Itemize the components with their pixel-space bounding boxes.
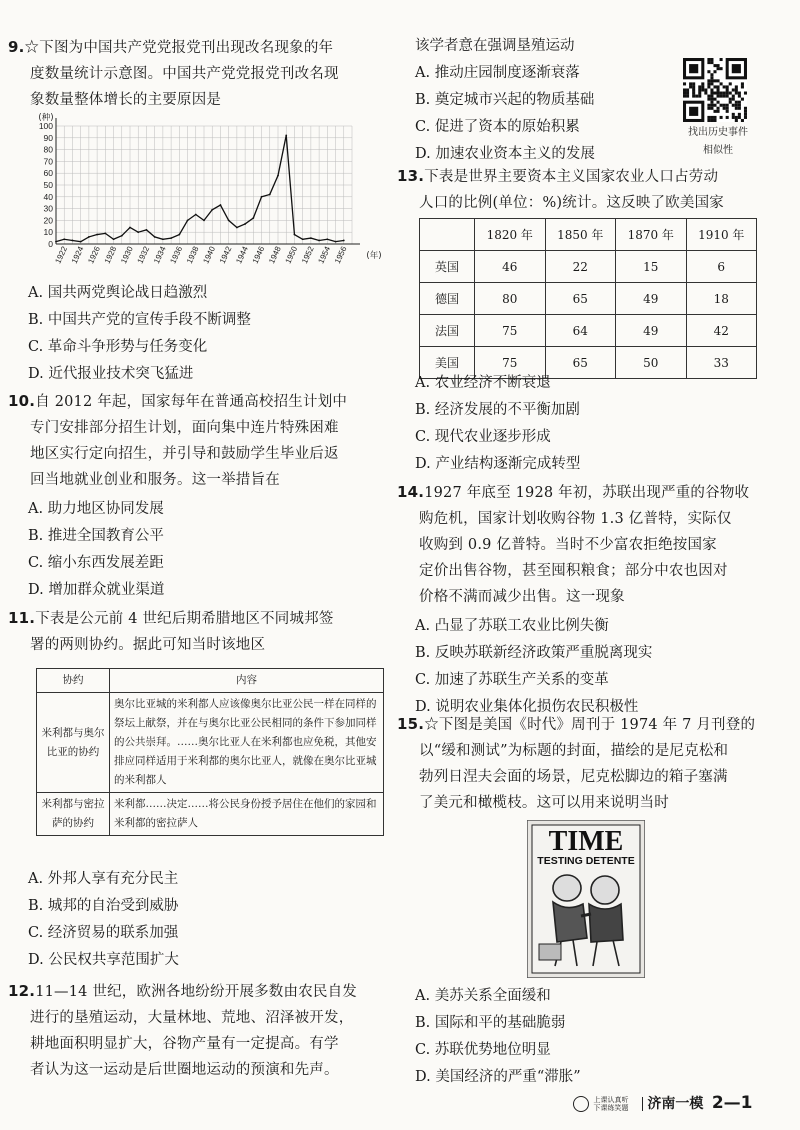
question-text-line: 专门安排部分招生计划，面向集中连片特殊困难 [30, 420, 339, 436]
treaty-content: 米利都……决定……将公民身份授予居住在他们的家园和米利都的密拉萨人 [110, 793, 384, 836]
data-point [244, 223, 246, 225]
x-tick-label: 1948 [267, 245, 283, 265]
option-d[interactable]: D. 美国经济的严重“滞胀” [415, 1069, 581, 1085]
footer-divider [642, 1097, 643, 1111]
data-point [113, 238, 115, 240]
x-tick-label: 1932 [135, 245, 152, 265]
option-d[interactable]: D. 近代报业技术突飞猛进 [28, 366, 194, 382]
footer-logo-icon [573, 1096, 589, 1112]
x-tick-label: 1942 [217, 245, 234, 265]
qr-caption-line: 找出历史事件 [688, 127, 748, 138]
data-point [80, 241, 82, 243]
question-text-line: 勃列日涅夫会面的场景，尼克松脚边的箱子塞满 [419, 769, 728, 785]
option-b[interactable]: B. 国际和平的基础脆弱 [415, 1015, 566, 1031]
treaty-content: 奥尔比亚城的米利都人应该像奥尔比亚公民一样在同样的祭坛上献祭，并在与奥尔比亚公民相同的条件下参加同样的公共崇拜。……奥尔比亚人在米利都也应免税，其他安排应同样适用于米利都的奥尔比亚人，就像在奥尔比亚城的米利都人 [110, 693, 384, 793]
value-cell: 64 [545, 315, 616, 347]
table-header-cell: 1850 年 [545, 219, 616, 251]
data-point [195, 214, 197, 216]
data-point [63, 238, 65, 240]
y-tick-label: 90 [43, 132, 53, 143]
question-text-line: 者认为这一运动是后世圈地运动的预演和先声。 [30, 1062, 339, 1078]
value-cell: 49 [616, 283, 687, 315]
x-tick-label: 1934 [152, 245, 168, 265]
data-point [154, 236, 156, 238]
question-text-line: 以“缓和测试”为标题的封面，描绘的是尼克松和 [419, 743, 729, 759]
x-tick-label: 1930 [119, 245, 135, 265]
option-d[interactable]: D. 增加群众就业渠道 [28, 582, 165, 598]
option-a[interactable]: A. 凸显了苏联工农业比例失衡 [415, 618, 609, 634]
y-tick-label: 30 [43, 203, 53, 214]
data-point [220, 204, 222, 206]
table-header-cell: 1870 年 [616, 219, 687, 251]
option-b[interactable]: B. 反映苏联新经济政策严重脱离现实 [415, 645, 653, 661]
data-point [129, 227, 131, 229]
question-text-line: 度数量统计示意图。中国共产党党报党刊改名现 [30, 66, 339, 82]
option-b[interactable]: B. 中国共产党的宣传手段不断调整 [28, 312, 251, 328]
data-point [310, 237, 312, 239]
data-point [277, 175, 279, 177]
y-tick-label: 40 [43, 191, 53, 202]
cover-subtitle: TESTING DETENTE [537, 855, 635, 867]
data-point [326, 238, 328, 240]
option-a[interactable]: A. 国共两党舆论战日趋激烈 [28, 285, 208, 301]
question-text-line: 价格不满而减少出售。这一现象 [419, 589, 625, 605]
value-cell: 75 [475, 347, 546, 379]
question-text-line: 定价出售谷物，甚至囤积粮食；部分中农也因对 [419, 563, 728, 579]
question-text-line: 收购到 0.9 亿普特。当时不少富农拒绝按国家 [419, 537, 717, 553]
x-tick-label: 1926 [86, 245, 102, 265]
question-text-line: 耕地面积明显扩大，谷物产量有一定提高。有学 [30, 1036, 339, 1052]
value-cell: 18 [686, 283, 757, 315]
table-header-row [420, 219, 757, 251]
y-tick-label: 50 [43, 180, 53, 190]
value-cell: 50 [616, 347, 687, 379]
x-tick-label: 1950 [283, 245, 300, 265]
country-cell: 美国 [420, 347, 475, 379]
option-b[interactable]: B. 经济发展的不平衡加剧 [415, 402, 580, 418]
question-text-line: 回当地就业创业和服务。这一举措旨在 [30, 472, 280, 488]
x-tick-label: 1928 [102, 245, 119, 265]
option-a[interactable]: A. 美苏关系全面缓和 [415, 988, 551, 1004]
option-c[interactable]: C. 缩小东西发展差距 [28, 555, 164, 571]
treaty-table [36, 668, 384, 836]
y-axis-label: (种) [38, 113, 54, 123]
x-tick-label: 1946 [250, 245, 267, 265]
value-cell: 42 [686, 315, 757, 347]
question-13 [397, 163, 724, 216]
option-b[interactable]: B. 推进全国教育公平 [28, 528, 164, 544]
footer-title: 济南一模 [647, 1096, 704, 1112]
y-tick-label: 70 [43, 156, 53, 167]
x-tick-label: 1936 [168, 245, 185, 265]
table-row [37, 793, 384, 836]
option-c[interactable]: C. 苏联优势地位明显 [415, 1042, 551, 1058]
data-point [343, 240, 345, 242]
value-cell: 49 [616, 315, 687, 347]
data-point [55, 241, 57, 243]
question-number: 13. [397, 167, 425, 185]
option-a[interactable]: A. 助力地区协同发展 [28, 501, 164, 517]
option-c[interactable]: C. 现代农业逐步形成 [415, 429, 551, 445]
question-14 [397, 479, 749, 610]
value-cell: 75 [475, 315, 546, 347]
question-text-line: 1927 年底至 1928 年初，苏联出现严重的谷物收 [424, 485, 750, 501]
value-cell: 65 [545, 347, 616, 379]
data-point [137, 231, 139, 233]
option-b[interactable]: B. 奠定城市兴起的物质基础 [415, 92, 595, 108]
option-d[interactable]: D. 公民权共享范围扩大 [28, 952, 179, 968]
option-c[interactable]: C. 加速了苏联生产关系的变革 [415, 672, 609, 688]
country-cell: 德国 [420, 283, 475, 315]
cover-title: TIME [548, 826, 624, 857]
data-point [121, 235, 123, 237]
question-text-line: ☆下图为中国共产党党报党刊出现改名现象的年 [24, 40, 334, 56]
y-tick-label: 60 [43, 168, 53, 179]
y-tick-label: 10 [43, 227, 53, 238]
table-row [420, 251, 757, 283]
series-line [56, 135, 344, 241]
option-b[interactable]: B. 城邦的自治受到威胁 [28, 898, 179, 914]
question-15 [397, 711, 755, 816]
value-cell: 15 [616, 251, 687, 283]
question-number: 14. [397, 483, 425, 501]
x-tick-label: 1956 [332, 245, 349, 265]
option-a[interactable]: A. 推动庄园制度逐渐衰落 [415, 65, 580, 81]
x-tick-label: 1938 [184, 245, 201, 265]
qr-caption [675, 124, 761, 160]
data-point [96, 234, 98, 236]
value-cell: 22 [545, 251, 616, 283]
x-tick-label: 1922 [53, 245, 70, 265]
option-c[interactable]: C. 促进了资本的原始积累 [415, 119, 580, 135]
footer-logo-text: 上课认真听 下课练笑题 [593, 1096, 629, 1112]
x-tick-label: 1954 [316, 245, 333, 265]
data-point [187, 220, 189, 222]
data-point [261, 196, 263, 198]
table-header-row [37, 669, 384, 693]
table-row [420, 315, 757, 347]
table-row [37, 693, 384, 793]
question-text-line: ☆下图是美国《时代》周刊于 1974 年 7 月刊登的 [424, 717, 756, 733]
y-tick-label: 0 [48, 239, 53, 249]
value-cell: 46 [475, 251, 546, 283]
question-11 [8, 605, 334, 658]
option-d[interactable]: D. 加速农业资本主义的发展 [415, 146, 595, 162]
country-cell: 法国 [420, 315, 475, 347]
question-number: 12. [8, 982, 36, 1000]
data-point [146, 229, 148, 231]
data-point [211, 209, 213, 211]
table-header-cell [420, 219, 475, 251]
x-tick-label: 1944 [234, 245, 250, 265]
question-text-line: 象数量整体增长的主要原因是 [30, 92, 222, 108]
x-tick-label: 1952 [300, 245, 316, 265]
treaty-name: 米利都与密拉萨的协约 [37, 793, 110, 836]
question-text-line: 了美元和橄榄枝。这可以用来说明当时 [419, 795, 669, 811]
page-footer [573, 1093, 752, 1113]
y-tick-label: 100 [38, 121, 53, 131]
agriculture-table [419, 218, 757, 379]
value-cell: 65 [545, 283, 616, 315]
option-d[interactable]: D. 说明农业集体化损伤农民积极性 [415, 699, 639, 715]
x-axis-label: (年) [366, 251, 382, 261]
data-point [178, 234, 180, 236]
data-point [294, 234, 296, 236]
data-point [228, 220, 230, 222]
treaty-name: 米利都与奥尔比亚的协约 [37, 693, 110, 793]
data-point [72, 240, 74, 242]
question-text-line: 下表是世界主要资本主义国家农业人口占劳动 [424, 169, 719, 185]
y-tick-label: 20 [43, 215, 53, 226]
qr-code[interactable] [683, 58, 747, 122]
data-point [302, 238, 304, 240]
question-9 [8, 34, 339, 113]
value-cell: 6 [686, 251, 757, 283]
question-text-line: 人口的比例(单位：%)统计。这反映了欧美国家 [419, 195, 724, 211]
data-point [88, 236, 90, 238]
data-point [318, 240, 320, 242]
page-number: 2—1 [711, 1093, 753, 1113]
question-12 [8, 978, 357, 1083]
data-point [104, 232, 106, 234]
data-point [335, 241, 337, 243]
option-a[interactable]: A. 外邦人享有充分民主 [28, 871, 179, 887]
question-text-line: 11—14 世纪，欧洲各地纷纷开展多数由农民自发 [35, 984, 357, 1000]
data-point [203, 220, 205, 222]
option-c[interactable]: C. 经济贸易的联系加强 [28, 925, 179, 941]
value-cell: 33 [686, 347, 757, 379]
question-12-continued: 该学者意在强调垦殖运动 [415, 38, 575, 54]
table-header-cell: 1910 年 [686, 219, 757, 251]
question-text-line: 署的两则协约。据此可知当时该地区 [30, 637, 266, 653]
question-text-line: 购危机，国家计划收购谷物 1.3 亿普特，实际仅 [419, 511, 732, 527]
option-a[interactable]: A. 农业经济不断衰退 [415, 375, 551, 391]
y-tick-label: 80 [43, 144, 53, 155]
data-point [269, 194, 271, 196]
time-magazine-cover [527, 820, 645, 978]
table-header-cell: 1820 年 [475, 219, 546, 251]
x-tick-label: 1940 [201, 245, 218, 265]
question-number: 11. [8, 609, 36, 627]
value-cell: 80 [475, 283, 546, 315]
question-number: 15. [397, 715, 425, 733]
question-number: 10. [8, 392, 36, 410]
table-row [420, 283, 757, 315]
data-point [170, 237, 172, 239]
option-c[interactable]: C. 革命斗争形势与任务变化 [28, 339, 208, 355]
data-point [252, 217, 254, 219]
country-cell: 英国 [420, 251, 475, 283]
question-text-line: 自 2012 年起，国家每年在普通高校招生计划中 [35, 394, 348, 410]
money-box [539, 944, 561, 960]
cartoon-handshake [581, 914, 591, 916]
qr-caption-line: 相似性 [703, 145, 733, 156]
question-10 [8, 388, 347, 493]
question-text-line: 下表是公元前 4 世纪后期希腊地区不同城邦签 [35, 611, 334, 627]
option-d[interactable]: D. 产业结构逐渐完成转型 [415, 456, 581, 472]
x-tick-label: 1924 [69, 245, 86, 265]
table-header-cell: 内容 [110, 669, 384, 693]
question-number: 9. [8, 38, 25, 56]
data-point [162, 238, 164, 240]
data-point [285, 135, 287, 137]
data-point [236, 227, 238, 229]
table-header-cell: 协约 [37, 669, 110, 693]
question-text-line: 地区实行定向招生，并引导和鼓励学生毕业后返 [30, 446, 339, 462]
line-chart [22, 112, 394, 274]
question-text-line: 进行的垦殖运动，大量林地、荒地、沼泽被开发， [30, 1010, 354, 1026]
